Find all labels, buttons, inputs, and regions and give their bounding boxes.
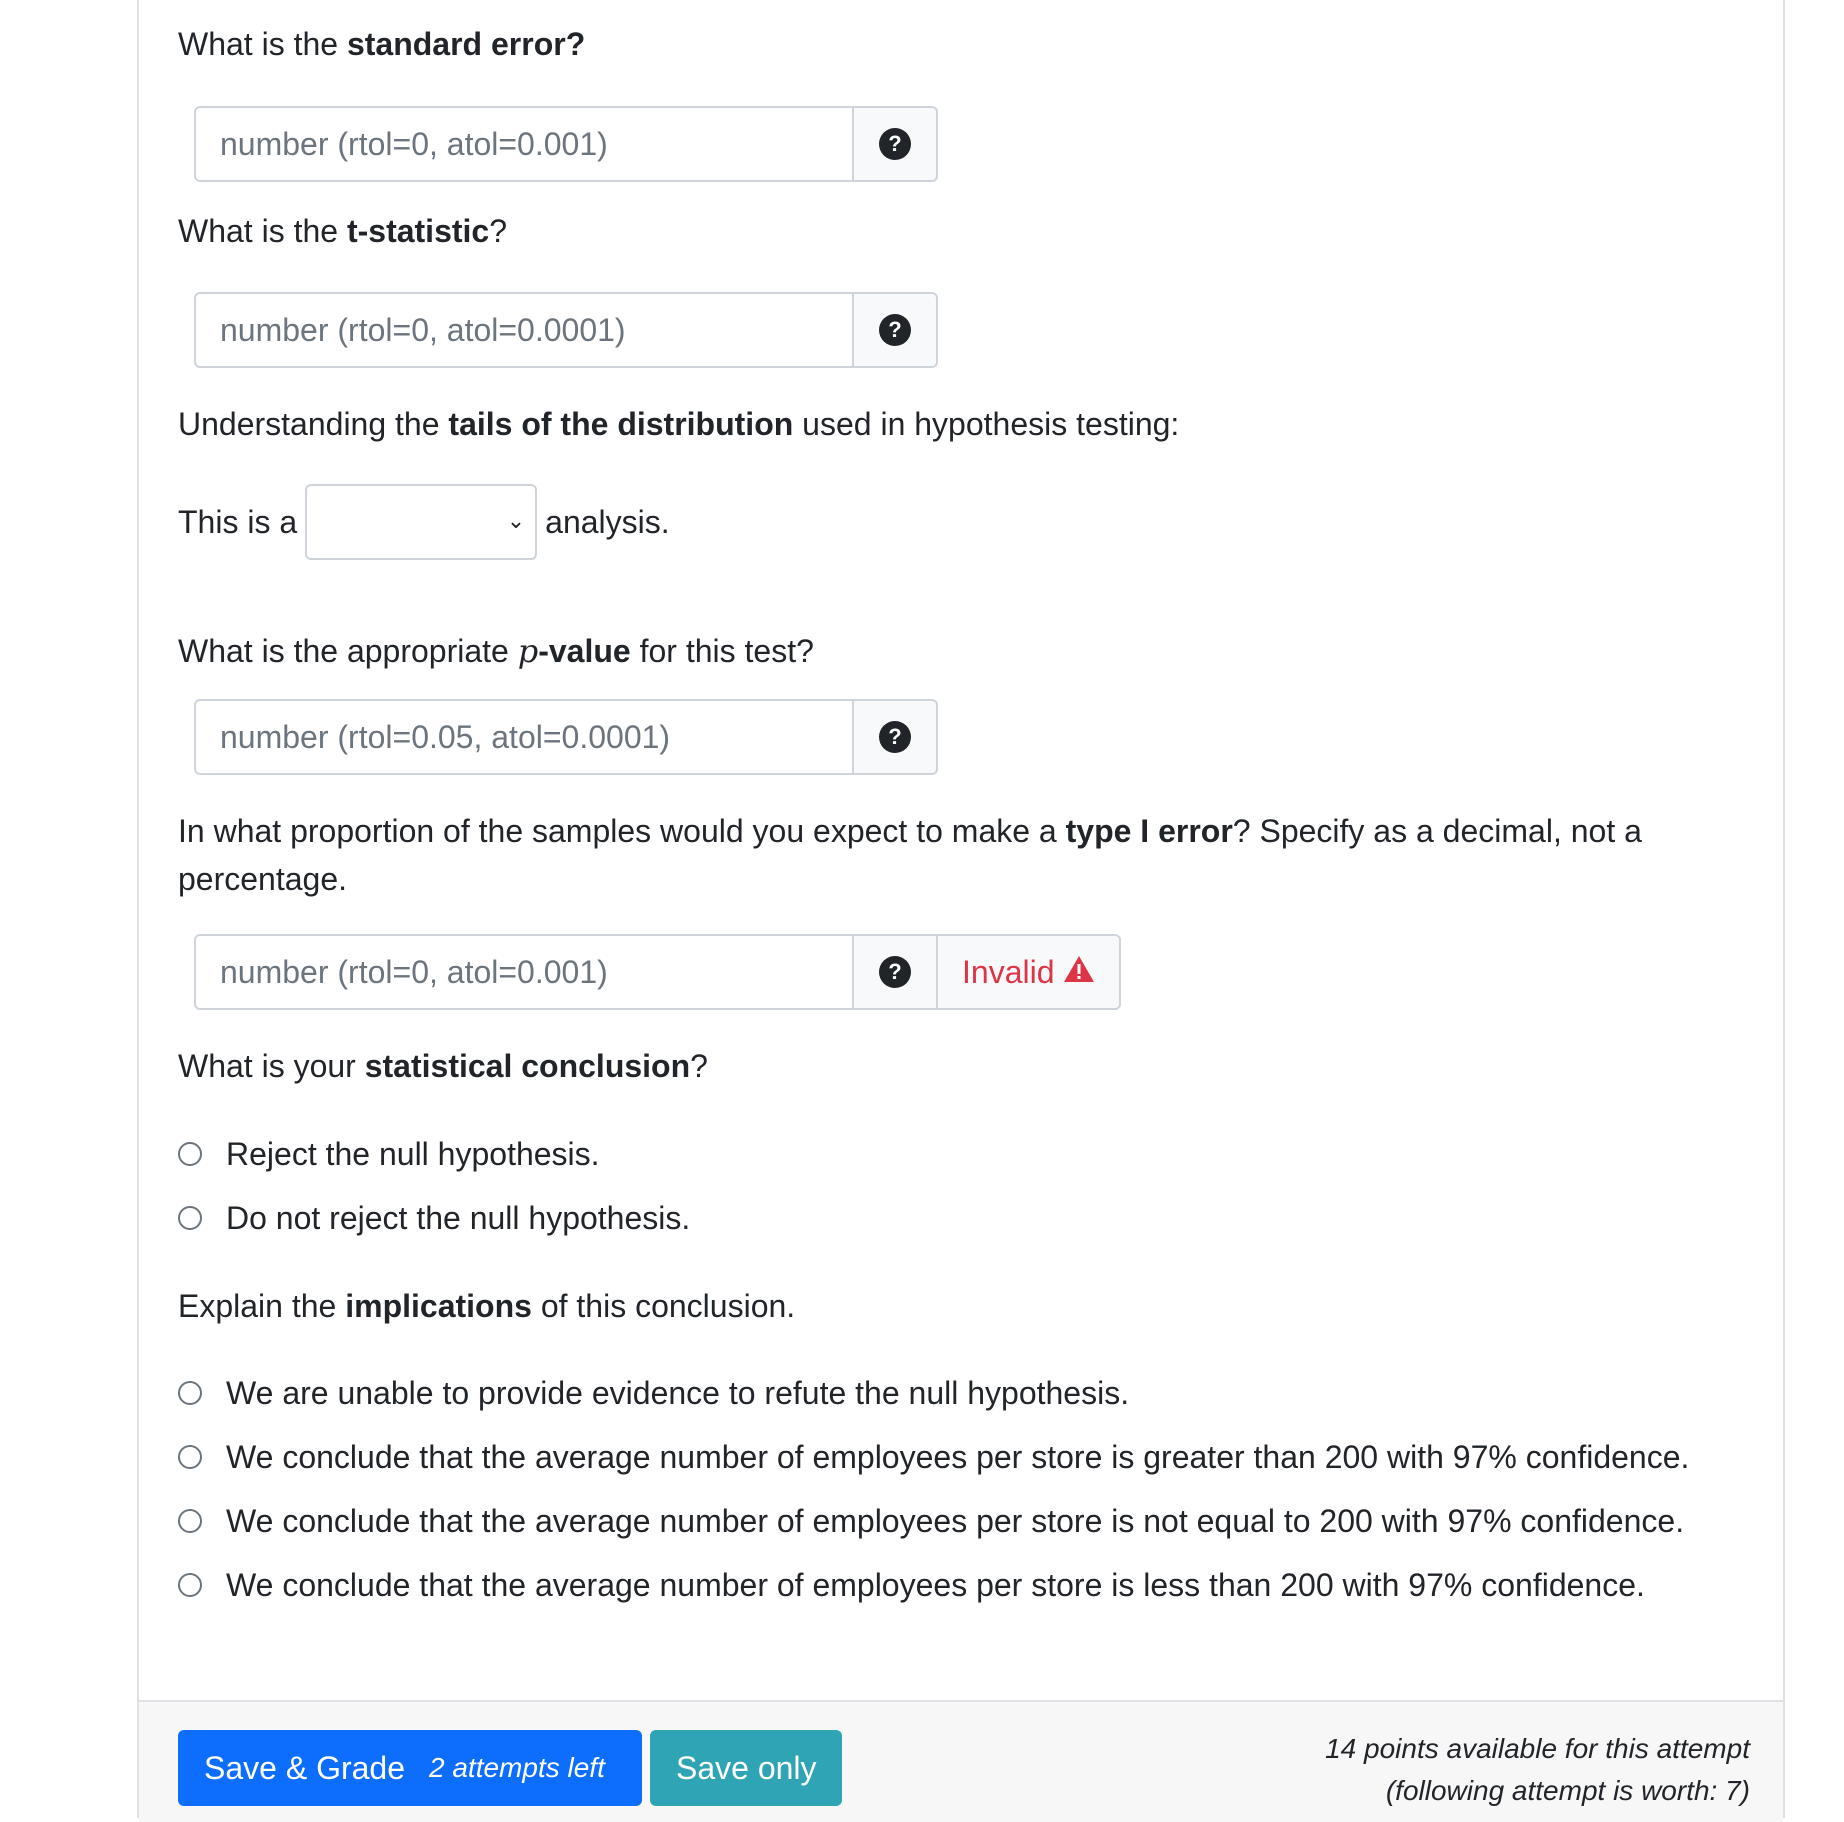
question-tails: Understanding the tails of the distribution used in hypothesis testing: [178, 406, 1180, 442]
p-value-input[interactable] [194, 699, 854, 775]
radio-button[interactable] [178, 1573, 202, 1597]
tails-select[interactable] [305, 484, 537, 560]
radio-button[interactable] [178, 1206, 202, 1230]
question-circle-icon: ? [879, 956, 911, 988]
tails-after-text: analysis. [545, 503, 670, 540]
conclusion-option[interactable] [178, 1130, 600, 1178]
question-t-statistic: What is the t-statistic? [178, 213, 507, 249]
question-card [137, 0, 1785, 1818]
implication-option[interactable] [178, 1369, 1129, 1417]
t-statistic-input[interactable] [194, 292, 854, 368]
option-label: We conclude that the average number of employees per store is greater than 200 with 97% confidence. [226, 1439, 1690, 1475]
save-only-button[interactable] [650, 1730, 842, 1806]
question-circle-icon: ? [879, 721, 911, 753]
question-implications: Explain the implications of this conclusion. [178, 1288, 796, 1324]
type-i-error-input-group [194, 934, 1121, 1010]
help-button[interactable] [854, 292, 938, 368]
radio-button[interactable] [178, 1142, 202, 1166]
implication-option[interactable] [178, 1497, 1684, 1545]
option-label: We conclude that the average number of employees per store is less than 200 with 97% confidence. [226, 1567, 1645, 1603]
help-button[interactable] [854, 699, 938, 775]
question-circle-icon: ? [879, 314, 911, 346]
type-i-error-input[interactable] [194, 934, 854, 1010]
radio-button[interactable] [178, 1509, 202, 1533]
question-statistical-conclusion: What is your statistical conclusion? [178, 1048, 708, 1084]
standard-error-input[interactable] [194, 106, 854, 182]
t-statistic-input-group [194, 292, 938, 368]
help-button[interactable] [854, 934, 938, 1010]
points-available: 14 points available for this attempt [1325, 1733, 1750, 1764]
points-info [1325, 1728, 1750, 1812]
question-circle-icon: ? [879, 128, 911, 160]
radio-button[interactable] [178, 1445, 202, 1469]
radio-button[interactable] [178, 1381, 202, 1405]
question-standard-error: What is the standard error? [178, 26, 586, 62]
attempts-left-label: 2 attempts left [429, 1752, 605, 1783]
question-type-i-error: In what proportion of the samples would you expect to make a type I error? Specify as a decimal, not a percentage. [178, 813, 1642, 897]
option-label: We conclude that the average number of employees per store is not equal to 200 with 97% confidence. [226, 1503, 1685, 1539]
warning-triangle-icon [1063, 954, 1095, 991]
implication-option[interactable] [178, 1433, 1689, 1481]
question-p-value: What is the appropriate p-value for this test? [178, 632, 814, 670]
tails-before-text: This is a [178, 503, 298, 540]
tails-sentence [178, 484, 670, 560]
save-grade-label: Save & Grade [204, 1749, 405, 1786]
option-label: We are unable to provide evidence to refute the null hypothesis. [226, 1375, 1130, 1411]
option-label: Do not reject the null hypothesis. [226, 1200, 691, 1236]
save-grade-button[interactable] [178, 1730, 642, 1806]
help-button[interactable] [854, 106, 938, 182]
invalid-label: Invalid [962, 953, 1055, 990]
p-value-input-group [194, 699, 938, 775]
save-only-label: Save only [676, 1749, 817, 1786]
invalid-badge[interactable] [938, 934, 1121, 1010]
conclusion-option[interactable] [178, 1194, 690, 1242]
following-attempt-worth: (following attempt is worth: 7) [1385, 1775, 1750, 1806]
standard-error-input-group [194, 106, 938, 182]
option-label: Reject the null hypothesis. [226, 1136, 600, 1172]
chevron-down-icon: ⌄ [506, 508, 526, 533]
implication-option[interactable] [178, 1561, 1645, 1609]
